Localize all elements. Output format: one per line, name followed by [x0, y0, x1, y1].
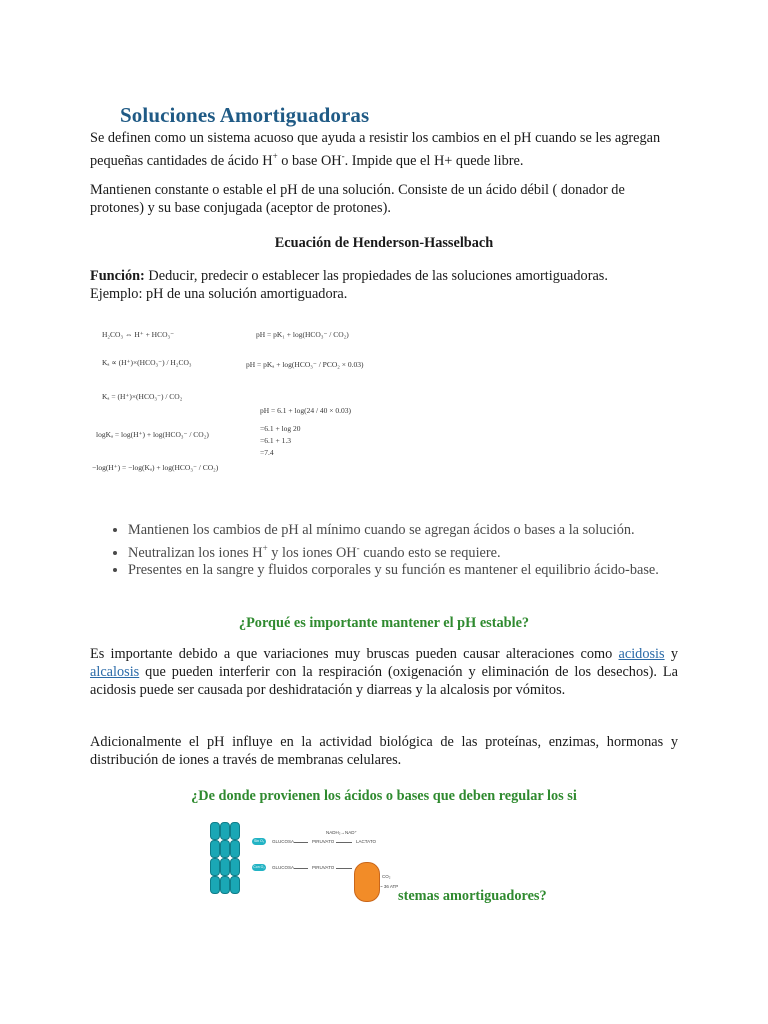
- cell-shape: [230, 858, 240, 876]
- cell-shape: [220, 858, 230, 876]
- arrow-line: [336, 842, 352, 843]
- definition-paragraph: Mantienen constante o estable el pH de una solución. Consiste de un ácido débil ( donador de protones) y su base conjugada (aceptor de protones).: [90, 182, 625, 216]
- metabolism-diagram: [208, 818, 398, 898]
- list-item: • Mantienen los cambios de pH al mínimo cuando se agregan ácidos o bases a la solución.: [128, 522, 696, 540]
- bullet2-sup-plus: +: [262, 542, 268, 553]
- equation-heading: Ecuación de Henderson-Hasselbach: [274, 235, 494, 251]
- formula-right-4: =6.1 + log 20: [260, 424, 301, 433]
- arrow-line: [336, 868, 352, 869]
- intro-line2c: . Impide que el H+ quede libre.: [344, 152, 524, 169]
- bullet2-sup-minus: -: [356, 542, 360, 553]
- function-paragraph: [90, 268, 678, 304]
- formula-left-1: H₂CO₃ ⇔ H⁺ + HCO₃⁻: [102, 330, 175, 339]
- function-example: Ejemplo: pH de una solución amortiguadora.: [90, 285, 348, 302]
- cell-shape: [220, 822, 230, 840]
- importance-text-a: Es importante debido a que variaciones muy bruscas pueden causar alteraciones como: [90, 646, 619, 662]
- bullet2-a: Neutralizan los iones H: [128, 544, 263, 561]
- function-label: Función:: [90, 268, 145, 284]
- formula-right-2: pH = pKₐ + log(HCO₃⁻ / PCO₂ × 0.03): [246, 360, 364, 369]
- atp-label: ~ 36 ATP: [380, 884, 399, 889]
- biological-paragraph: Adicionalmente el pH influye en la actividad biológica de las proteínas, enzimas, hormonas y distribución de iones a través de membranas celulares.: [90, 734, 678, 768]
- formula-right-6: =7.4: [260, 448, 274, 457]
- intro-line2b: o base OH: [277, 152, 342, 169]
- glucose-label-1: GLUCOSA: [272, 839, 295, 844]
- intro-line1: Se definen como un sistema acuoso que ayuda a resistir los cambios en el pH cuando se les agregan: [90, 130, 661, 146]
- question-heading-ph: ¿Porqué es importante mantener el pH estable?: [238, 615, 530, 631]
- without-oxygen-oval: Sin O₂: [253, 839, 265, 843]
- importance-paragraph: [90, 646, 678, 699]
- cell-shape: [220, 876, 230, 894]
- cell-shape: [230, 840, 240, 858]
- arrow-line: [294, 868, 308, 869]
- function-text: Deducir, predecir o establecer las propiedades de las soluciones amortiguadoras.: [144, 268, 608, 284]
- formula-left-3: Kₐ = (H⁺)×(HCO₃⁻) / CO₂: [102, 392, 183, 401]
- formula-left-5: −log(H⁺) = −log(Kₐ) + log(HCO₃⁻ / CO₂): [92, 463, 219, 472]
- importance-text-b: y: [664, 646, 678, 662]
- properties-list: [110, 522, 696, 580]
- cell-shape: [210, 822, 220, 840]
- page-title: Soluciones Amortiguadoras: [120, 103, 370, 127]
- importance-text-c: que pueden interferir con la respiración (oxigenación y eliminación de los desechos). La acidosis puede ser causada por deshidratación y diarreas y la alcalosis por vómitos.: [90, 663, 678, 698]
- cell-shape: [210, 840, 220, 858]
- bullet2-c: cuando esto se requiere.: [359, 544, 501, 561]
- intro-paragraph: [90, 130, 678, 170]
- pyruvate-label-2: PIRUVATO: [312, 865, 335, 870]
- formula-right-1: pH = pK₁ + log(HCO₃⁻ / CO₂): [256, 330, 349, 339]
- cell-shape: [230, 876, 240, 894]
- intro-line2a: pequeñas cantidades de ácido H: [90, 152, 273, 169]
- co2-label: CO₂: [382, 874, 391, 879]
- pyruvate-label-1: PIRUVATO: [312, 839, 335, 844]
- question-heading-tail: stemas amortiguadores?: [398, 888, 547, 904]
- cell-shape: [210, 858, 220, 876]
- formula-image: [90, 318, 390, 488]
- with-oxygen-oval: Con O₂: [253, 865, 265, 869]
- intro-sup-plus: +: [272, 150, 278, 161]
- list-item: • Presentes en la sangre y fluidos corporales y su función es mantener el equilibrio ácido-base.: [128, 562, 696, 580]
- nadh-label: NADH₂→NAD⁺: [326, 830, 357, 835]
- cell-shape: [210, 876, 220, 894]
- cell-shape: [230, 822, 240, 840]
- acidosis-link[interactable]: acidosis: [618, 646, 665, 662]
- mitochondria-icon: [354, 862, 380, 902]
- lactate-label: LACTATO: [356, 839, 377, 844]
- formula-left-2: Kₐ ∝ (H⁺)×(HCO₃⁻) / H₂CO₃: [102, 358, 192, 367]
- bullet2-b: y los iones OH: [267, 544, 357, 561]
- glucose-label-2: GLUCOSA: [272, 865, 295, 870]
- cell-shape: [220, 840, 230, 858]
- alcalosis-link[interactable]: alcalosis: [90, 663, 140, 680]
- arrow-line: [294, 842, 308, 843]
- question-heading-origin: ¿De donde provienen los ácidos o bases que deben regular los si: [191, 788, 577, 804]
- intro-sup-minus: -: [341, 150, 345, 161]
- formula-right-5: =6.1 + 1.3: [260, 436, 291, 445]
- list-item: [128, 540, 696, 563]
- formula-left-4: logKₐ = log(H⁺) + log(HCO₃⁻ / CO₂): [96, 430, 209, 439]
- formula-right-3: pH = 6.1 + log(24 / 40 × 0.03): [260, 406, 352, 415]
